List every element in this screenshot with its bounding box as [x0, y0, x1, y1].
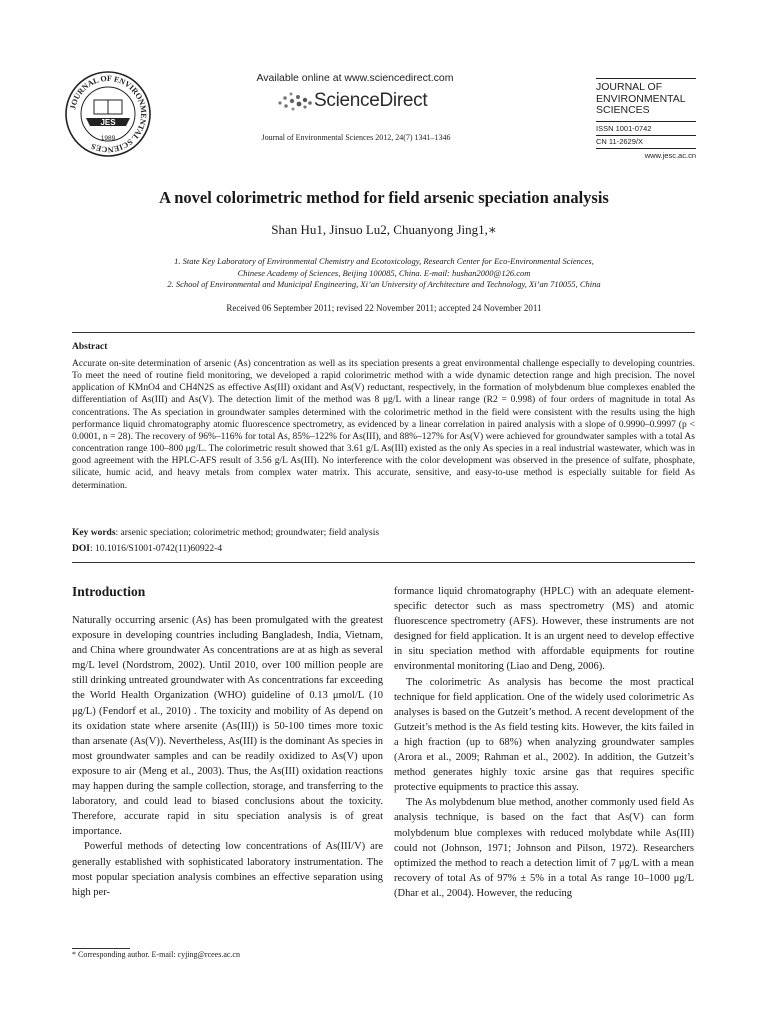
divider [72, 562, 695, 563]
divider [72, 332, 695, 333]
sciencedirect-wordmark: ScienceDirect [314, 90, 428, 111]
doi-link[interactable]: : 10.1016/S1001-0742(11)60922-4 [89, 544, 223, 554]
body-column-right [394, 584, 694, 901]
journal-website-link[interactable]: www.jesc.ac.cn [596, 148, 696, 160]
body-column-left [72, 613, 383, 900]
journal-name-line3: SCIENCES [596, 104, 650, 116]
doi-label: DOI [72, 544, 90, 554]
affiliation-line: Chinese Academy of Sciences, Beijing 100085, China. E-mail: hushan2000@126.com [237, 267, 531, 278]
paragraph: The As molybdenum blue method, another commonly used field As analysis technique, is based on the fact that As(V) can form molybdenum blue complexes with reduced molybdate while As(III) could not (Johnson, 1971; Johnson and Pilson, 1972). Researchers optimized the method to reach a detection limit of 7 μg/L with a mean recovery of total As of 97% ± 5% in a total As range 10–1000 μg/L (Dhar et al., 2004). However, the reducing [394, 797, 694, 899]
journal-info-box [596, 78, 696, 160]
journal-name-line1: JOURNAL OF [596, 81, 663, 93]
journal-issn: ISSN 1001-0742 [596, 121, 696, 133]
abstract-body: Accurate on-site determination of arsenic (As) concentration as well as its speciation presents a great environmental challenge especially to developing countries. To meet the need of routine field monitoring, we developed a rapid colorimetric method with a wide dynamic detection range and high precision. The novel application of KMnO4 and CH4N2S as effective As(III) oxidant and As(V) reductant, respectively, in the formation of molybdenum blue complexes enabled the differentiation of As(III) and As(V). The detection limit of the method was 8 μg/L with a linear range (R2 = 0.998) of four orders of magnitude in total As concentrations. The As speciation in groundwater samples determined with the colorimetric method in the field were consistent with the results using the high performance liquid chromatography atomic fluorescence spectrometry, as evidenced by a linear correlation in paired analysis with a slope of 0.9990–0.9997 (p < 0.0001, n = 28). The recovery of 96%–116% for total As, 85%–122% for As(III), and 88%–127% for As(V) were achieved for groundwater samples with a total As concentration range 100–800 μg/L. The colorimetric result showed that 3.61 g/L As(III) existed as the only As species in a real industrial wastewater, which was in good agreement with the HPLC-AFS result of 3.56 g/L As(III). No interference with the color development was observed in the presence of sulfate, phosphate, silicate, humic acid, and heavy metals from complex water matrix. This accurate, sensitive, and easy-to-use method is especially suitable for field As determination. [72, 359, 695, 491]
keywords-label: Key words [72, 528, 116, 538]
corresponding-author-footnote: * Corresponding author. E-mail: cyjing@rcees.ac.cn [72, 950, 240, 959]
paragraph: Powerful methods of detecting low concentrations of As(III/V) are generally established with sophisticated laboratory instrumentation. The most popular speciation analysis combines an effective separation using high per- [72, 841, 383, 898]
received-dates: Received 06 September 2011; revised 22 November 2011; accepted 24 November 2011 [226, 303, 542, 313]
journal-name [596, 78, 696, 117]
paragraph: formance liquid chromatography (HPLC) with an adequate element-specific detector such as mass spectrometry (MS) and atomic fluorescence spectrometry (AFS). However, these instruments are not designed for field application. It is an urgent need to develop effective in situ speciation method with affordable equipments for routine environmental monitoring (Liao and Deng, 2006). [394, 586, 694, 673]
available-online-text: Available online at www.sciencedirect.com [256, 72, 454, 84]
affiliation-line: 1. State Key Laboratory of Environmental Chemistry and Ecotoxicology, Research Center for Eco-Environmental Sciences, [174, 256, 594, 266]
journal-name-line2: ENVIRONMENTAL [596, 92, 686, 105]
affiliation-line: 2. School of Environmental and Municipal Engineering, Xi’an University of Architecture and Technology, Xi’an 710055, China [167, 279, 601, 289]
journal-cn: CN 11-2629/X [596, 135, 696, 146]
keywords-text: : arsenic speciation; colorimetric method; groundwater; field analysis [115, 528, 380, 538]
doi [72, 544, 695, 554]
paragraph: Naturally occurring arsenic (As) has been promulgated with the greatest exposure in developing countries including Bangladesh, India, Vietnam, and China where groundwater As concentrations are at as high as several mg/L level (Nordstrom, 2002). Until 2010, over 100 million people are still drinking untreated groundwater with As concentrations far exceeding the World Health Organization (WHO) guideline of 0.13 μmol/L (10 μg/L) (Fendorf et al., 2010) . The toxicity and mobility of As depend on its oxidation state where arsenite (As(III)) is 50-100 times more toxic than arsenate (As(V)). Nevertheless, As(III) is the dominant As species in most groundwater samples and can be readily oxidized to As(V) upon exposure to air (Meng et al., 2003). Thus, the As(III) oxidation reactions may happen during the sample collection, storage, and transferring to the laboratory, and could lead to biased conclusions about the toxicity. Therefore, accurate rapid in situ speciation analysis is of great importance. [72, 615, 383, 838]
footnote-divider [72, 948, 130, 949]
sciencedirect-dots-icon [274, 89, 314, 113]
sciencedirect-logo [274, 86, 474, 116]
paragraph: The colorimetric As analysis has become the most practical technique for field application. One of the widely used colorimetric As analyses is based on the Gutzeit’s method. A recent development of the Gutzeit’s method is the As field testing kits. However, the kits failed in a high fraction (up to 68%) when analyzing groundwater samples (Arora et al., 2009; Rahman et al., 2002). In addition, the Gutzeit’s method generates highly toxic arsine gas that requires specific protective equipments to practice this assay. [394, 676, 694, 794]
journal-citation: Journal of Environmental Sciences 2012, 24(7) 1341–1346 [261, 133, 451, 142]
affiliations [90, 256, 678, 291]
seal-center-text: JES [100, 118, 116, 127]
keywords [72, 528, 695, 538]
journal-seal-logo [64, 70, 152, 158]
seal-ring-text: JOURNAL OF ENVIRONMENTAL SCIENCES [68, 73, 149, 155]
article-title: A novel colorimetric method for field arsenic speciation analysis [159, 188, 609, 207]
article-authors: Shan Hu1, Jinsuo Lu2, Chuanyong Jing1,∗ [271, 222, 497, 237]
seal-year: 1989 [100, 135, 116, 142]
abstract-heading: Abstract [72, 342, 108, 352]
introduction-heading: Introduction [72, 584, 146, 599]
